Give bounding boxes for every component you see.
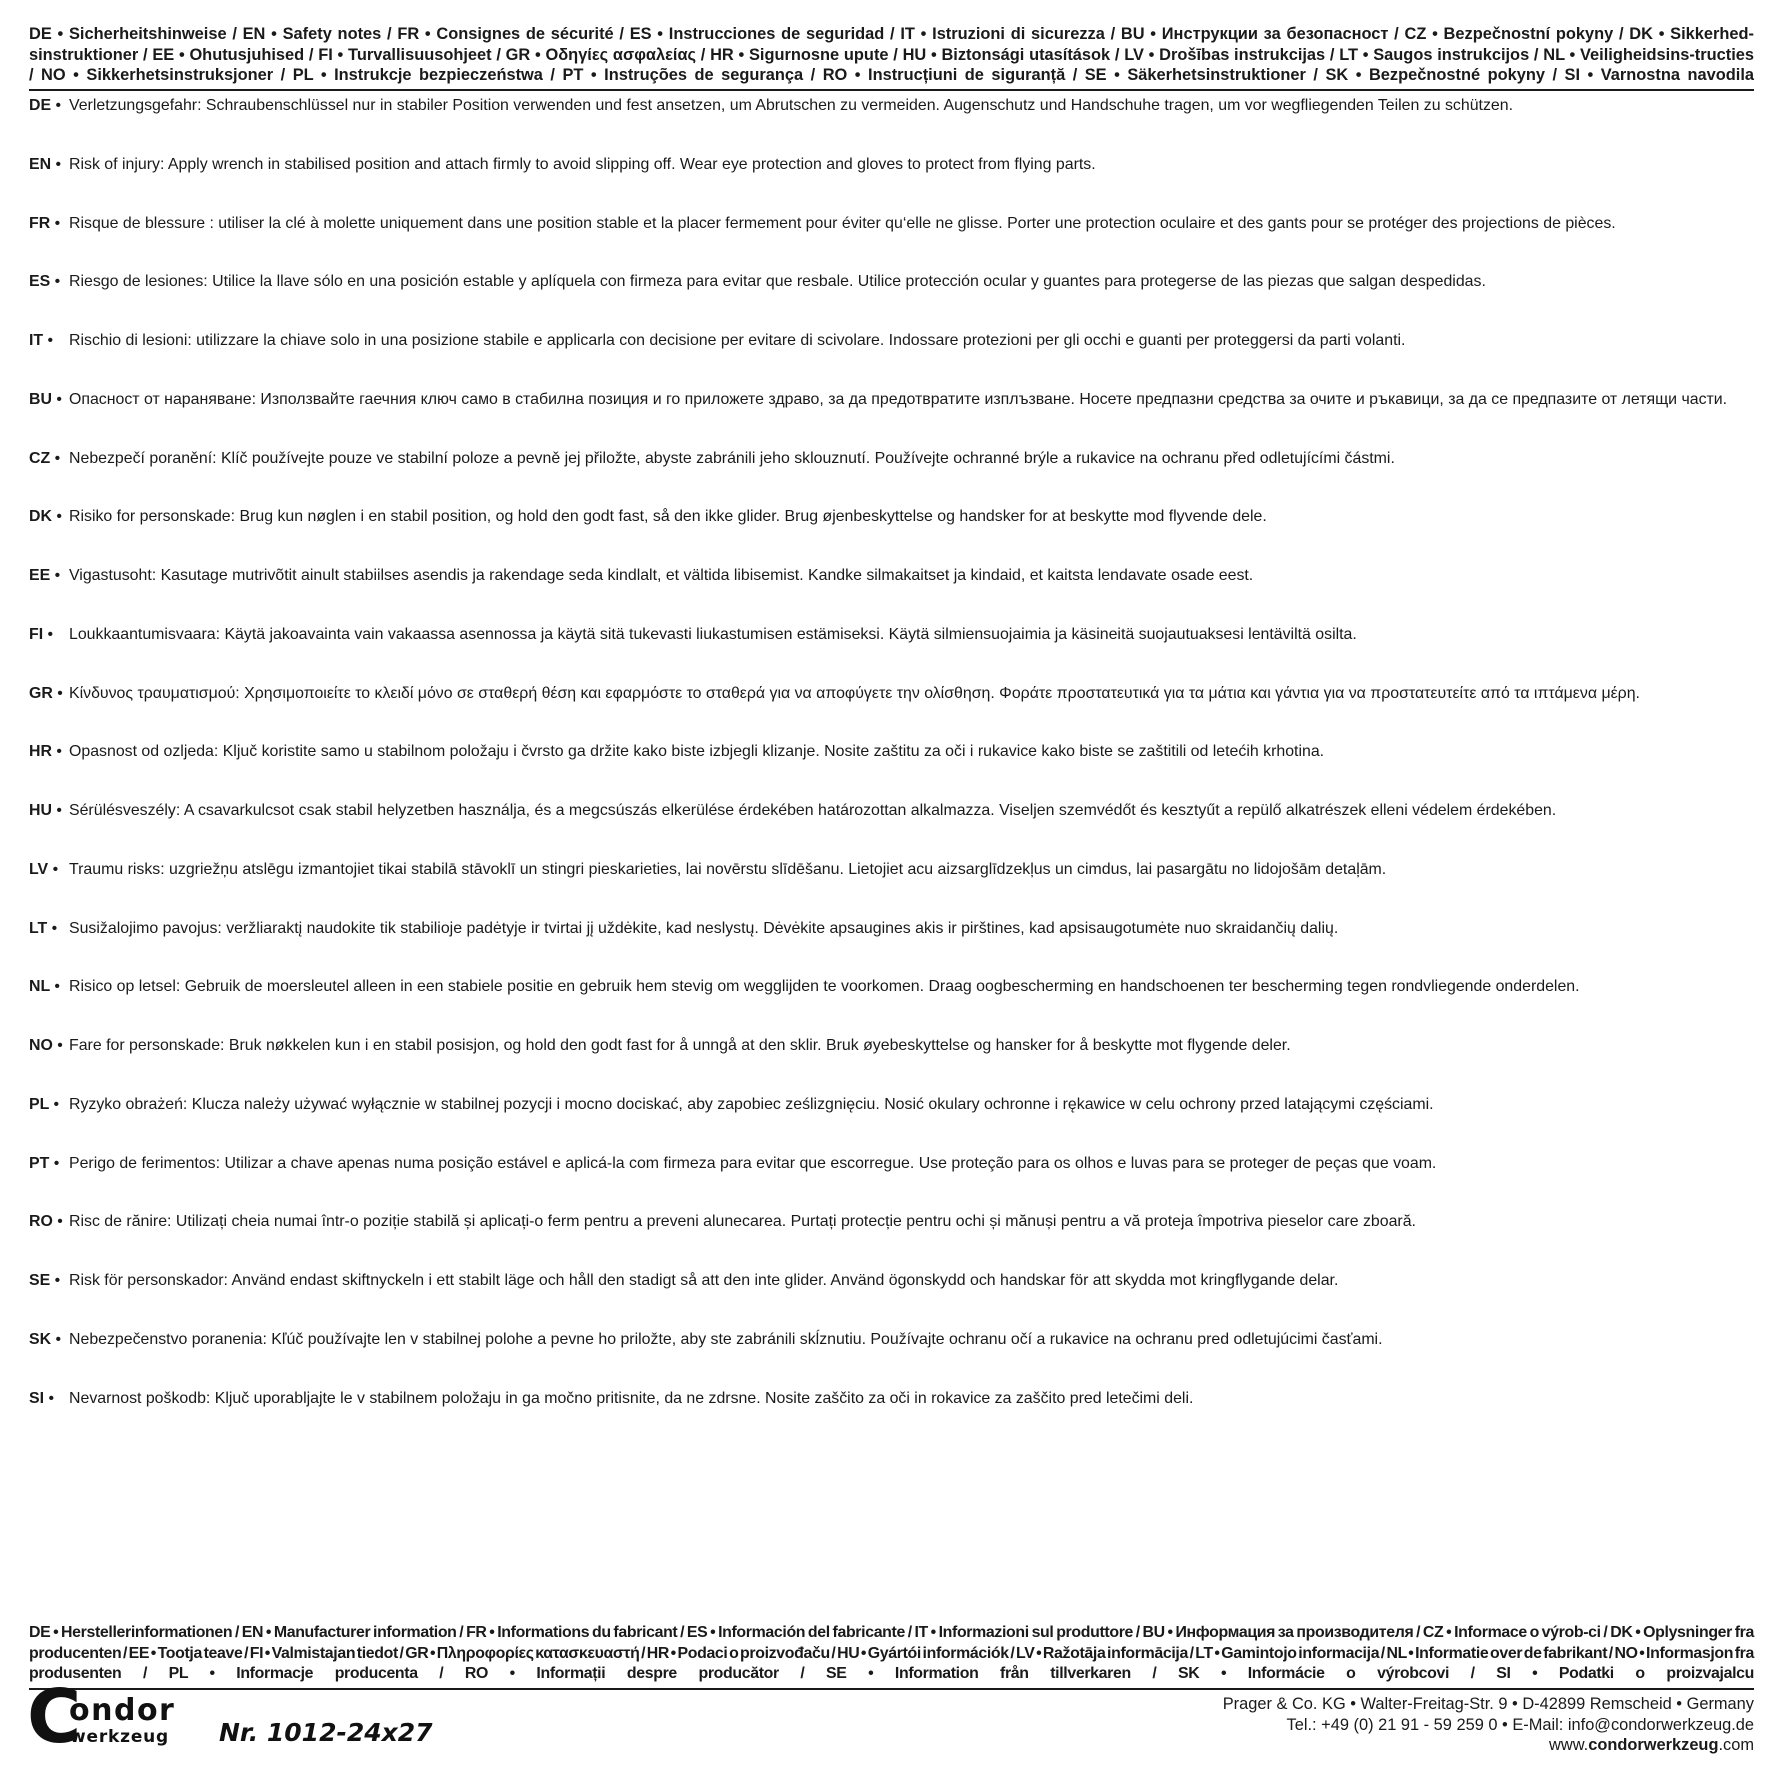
safety-note-text: Nevarnost poškodb: Ključ uporabljajte le v stabilnem položaju in ga močno pritisnite, da ne zdrsne. Nosite zaščito za oči in rokavice za zaščito pred letečimi deli. — [69, 1389, 1194, 1407]
footer — [27, 1674, 1754, 1762]
language-code — [29, 1330, 69, 1350]
safety-note-lt — [29, 919, 1754, 939]
language-code — [29, 272, 69, 292]
language-code-label: BU — [29, 390, 52, 408]
safety-note-text: Risico op letsel: Gebruik de moersleutel alleen in een stabiele positie en gebruik hem stevig om wegglijden te voorkomen. Draag oogbescherming en handschoenen ter bescherming tegen rondvliegende onderdelen. — [69, 978, 1580, 996]
bullet-separator: • — [55, 155, 62, 173]
manufacturer-address — [1223, 1694, 1754, 1756]
language-code-label: RO — [29, 1213, 53, 1231]
language-code-label: DK — [29, 508, 52, 526]
condor-logo — [27, 1674, 189, 1760]
website-prefix: www. — [1549, 1736, 1589, 1754]
safety-note-text: Fare for personskade: Bruk nøkkelen kun i en stabil posisjon, og hold den godt fast for å unngå at den sklir. Bruk øyebeskyttelse og hansker for å beskytte mot flygende deler. — [69, 1037, 1291, 1054]
language-code — [29, 625, 69, 645]
safety-note-text: Perigo de ferimentos: Utilizar a chave apenas numa posição estável e aplicá-la com firmeza para evitar que escorregue. Use proteção para os olhos e luvas para se proteger de peças que voam. — [69, 1154, 1437, 1172]
safety-note-pt — [29, 1154, 1754, 1174]
safety-note-si — [29, 1389, 1754, 1409]
language-code-label: EN — [29, 155, 52, 173]
safety-note-text: Risc de rănire: Utilizați cheia numai într-o poziție stabilă și aplicați-o ferm pentru a preveni alunecarea. Purtați protecție pentru ochi și mănuși pentru a vă proteja împotriva pieselor care zboară. — [69, 1213, 1416, 1231]
bullet-separator: • — [57, 1213, 63, 1231]
safety-note-text: Opasnost od ozljeda: Ključ koristite samo u stabilnom položaju i čvrsto ga držite kako biste izbjegli klizanje. Nosite zaštitu za oči i rukavice kako biste se zaštitili od letećih krhotina. — [69, 743, 1325, 761]
bullet-separator: • — [54, 449, 61, 467]
language-code — [29, 390, 69, 410]
language-code — [29, 449, 69, 469]
logo-brand: ondor — [69, 1693, 176, 1728]
language-code-label: PL — [29, 1095, 50, 1113]
bullet-separator: • — [56, 390, 62, 408]
language-code — [29, 331, 69, 351]
safety-note-text: Risque de blessure : utiliser la clé à molette uniquement dans une position stable et la placer fermement pour éviter qu‘elle ne glisse. Porter une protection oculaire et des gants pour se protéger des projections de pièces. — [69, 214, 1616, 232]
bullet-separator: • — [48, 1389, 55, 1407]
language-code-label: SK — [29, 1330, 52, 1348]
language-code-label: FR — [29, 214, 51, 232]
safety-note-text: Verletzungsgefahr: Schraubenschlüssel nur in stabiler Position verwenden und fest ansetzen, um Abrutschen zu vermeiden. Augenschutz und Handschuhe tragen, um vor wegfliegenden Teilen zu schützen. — [69, 97, 1513, 114]
language-code — [29, 742, 69, 762]
safety-note-es — [29, 272, 1754, 292]
safety-note-sk — [29, 1330, 1754, 1350]
language-code — [29, 801, 69, 821]
safety-note-text: Κίνδυνος τραυματισμού: Χρησιμοποιείτε το κλειδί μόνο σε σταθερή θέση και εφαρμόστε το σταθερά για να αποφύγετε την ολίσθηση. Φοράτε προστατευτικά για τα μάτια και γάντια για να προστατευτείτε από τα ιπτάμενα μέρη. — [69, 684, 1640, 702]
language-code-label: PT — [29, 1154, 50, 1172]
logo-sub: werkzeug — [70, 1727, 170, 1747]
language-code — [29, 1212, 69, 1232]
manufacturer-info-header: DE • Herstellerinformationen / EN • Manufacturer information / FR • Informations du fabricant / ES • Información del fabricante / IT • Informazioni sul produttore / BU • Информация за производителя / CZ • Informace o výrob-ci / DK • Oplysninger fra producenten / EE • Tootja teave / FI • Valmistajan tiedot / GR • Πληροφορίες κατασκευαστή / HR • Podaci o proizvođaču / HU • Gyártói információk / LV • Ražotāja informācija / LT • Gamintojo informacija / NL • Informatie over de fabrikant / NO • Informasjon fra produsenten / PL • Informacje producenta / RO • Informații despre producător / SE • Information från tillverkaren / SK • Informácie o výrobcovi / SI • Podatki o proizvajalcu — [29, 1623, 1754, 1690]
bullet-separator: • — [57, 1037, 63, 1054]
bullet-separator: • — [57, 684, 63, 702]
article-number: Nr. 1012-24x27 — [219, 1718, 433, 1747]
website-domain: condorwerkzeug — [1588, 1736, 1719, 1754]
contact-line: Tel.: +49 (0) 21 91 - 59 259 0 • E-Mail: info@condorwerkzeug.de — [1286, 1715, 1754, 1734]
language-code — [29, 1271, 69, 1291]
bullet-separator: • — [56, 743, 62, 761]
language-code — [29, 507, 69, 527]
language-code-label: LV — [29, 860, 49, 878]
language-code-label: HU — [29, 802, 52, 819]
language-code-label: IT — [29, 332, 44, 349]
safety-notes-header: DE • Sicherheitshinweise / EN • Safety notes / FR • Consignes de sécurité / ES • Instrucciones de seguridad / IT • Istruzioni di sicurezza / BU • Инструкции за безопасност / CZ • Bezpečnostní pokyny / DK • Sikkerhed-sinstruktioner / EE • Ohutusjuhised / FI • Turvallisuusohjeet / GR • Οδηγίες ασφαλείας / HR • Sigurnosne upute / HU • Biztonsági utasítások / LV • Drošības instrukcijas / LT • Saugos instrukcijos / NL • Veiligheidsins-tructies / NO • Sikkerhetsinstruksjoner / PL • Instrukcje bezpieczeństwa / PT • Instruções de segurança / RO • Instrucțiuni de siguranță / SE • Säkerhetsinstruktioner / SK • Bezpečnostné pokyny / SI • Varnostna navodila — [29, 24, 1754, 91]
safety-note-text: Nebezpečenstvo poranenia: Kľúč používajte len v stabilnej polohe a pevne ho priložte, aby ste zabránili skĺznutiu. Používajte ochranu očí a rukavice na ochranu pred odletujúcimi časťami. — [69, 1330, 1383, 1348]
language-code-label: GR — [29, 684, 53, 702]
language-code-label: ES — [29, 273, 51, 291]
safety-note-fi — [29, 625, 1754, 645]
safety-note-text: Risk of injury: Apply wrench in stabilised position and attach firmly to avoid slipping off. Wear eye protection and gloves to protect from flying parts. — [69, 155, 1096, 173]
safety-note-text: Rischio di lesioni: utilizzare la chiave solo in una posizione stabile e applicarla con decisione per evitare di scivolare. Indossare protezioni per gli occhi e guanti per proteggersi da parti volanti. — [69, 332, 1406, 349]
safety-note-text: Nebezpečí poranění: Klíč používejte pouze ve stabilní poloze a pevně jej přiložte, abyste zabránili jeho sklouznutí. Používejte ochranné brýle a rukavice na ochranu před odletujícími částmi. — [69, 449, 1395, 467]
safety-note-de — [29, 96, 1754, 116]
safety-sheet — [29, 24, 1754, 1407]
language-code-label: FI — [29, 625, 44, 643]
language-code — [29, 977, 69, 997]
safety-note-text: Ryzyko obrażeń: Klucza należy używać wyłącznie w stabilnej pozycji i mocno dociskać, aby zapobiec ześlizgnięciu. Nosić okulary ochronne i rękawice w celu ochrony przed latającymi częściami. — [69, 1095, 1434, 1113]
safety-note-no — [29, 1036, 1754, 1056]
website-suffix: .com — [1718, 1736, 1754, 1754]
language-code-label: DE — [29, 97, 52, 114]
language-code-label: SI — [29, 1389, 45, 1407]
safety-note-nl — [29, 977, 1754, 997]
bullet-separator: • — [53, 1154, 60, 1172]
language-code-label: HR — [29, 743, 52, 761]
safety-note-gr — [29, 684, 1754, 704]
language-code — [29, 1036, 69, 1056]
safety-note-en — [29, 155, 1754, 175]
safety-note-ee — [29, 566, 1754, 586]
bullet-separator: • — [54, 1272, 61, 1289]
logo-letter: C — [27, 1674, 82, 1760]
language-code-label: NO — [29, 1037, 53, 1054]
language-code — [29, 1095, 69, 1115]
language-code-label: NL — [29, 978, 50, 996]
bullet-separator: • — [52, 860, 59, 878]
bullet-separator: • — [54, 978, 60, 996]
safety-note-hu — [29, 801, 1754, 821]
safety-note-se — [29, 1271, 1754, 1291]
safety-note-text: Riesgo de lesiones: Utilice la llave sólo en una posición estable y aplíquela con firmeza para evitar que resbale. Utilice protección ocular y guantes para protegerse de las piezas que salgan despedidas. — [69, 273, 1486, 291]
language-code — [29, 1154, 69, 1174]
language-code — [29, 919, 69, 939]
language-code-label: SE — [29, 1272, 51, 1289]
safety-note-text: Sérülésveszély: A csavarkulcsot csak stabil helyzetben használja, és a megcsúszás elkerülése érdekében határozottan alkalmazza. Viseljen szemvédőt és kesztyűt a repülő alkatrészek elleni védelem érdekében. — [69, 802, 1557, 819]
safety-note-text: Susižalojimo pavojus: veržliaraktį naudokite tik stabilioje padėtyje ir tvirtai jį uždėkite, kad neslystų. Dėvėkite apsaugines akis ir pirštines, kad apsisaugotumėte nuo skraidančių dalių. — [69, 919, 1339, 937]
address-line: Prager & Co. KG • Walter-Freitag-Str. 9 • D-42899 Remscheid • Germany — [1222, 1695, 1754, 1713]
safety-note-dk — [29, 507, 1754, 527]
language-code-label: LT — [29, 919, 48, 937]
safety-note-cz — [29, 449, 1754, 469]
safety-note-text: Vigastusoht: Kasutage mutrivõtit ainult stabiilses asendis ja rakendage seda kindlalt, et vältida libisemist. Kandke silmakaitset ja kindaid, et kaitsta lendavate osade eest. — [69, 567, 1254, 584]
language-code — [29, 1389, 69, 1409]
safety-note-text: Traumu risks: uzgriežņu atslēgu izmantojiet tikai stabilā stāvoklī un stingri pieskarieties, lai novērstu slīdēšanu. Lietojiet acu aizsarglīdzekļus un cimdus, lai pasargātu no lidojošām detaļām. — [69, 860, 1387, 878]
bullet-separator: • — [56, 508, 62, 526]
language-code — [29, 155, 69, 175]
bullet-separator: • — [55, 97, 62, 114]
language-code — [29, 96, 69, 116]
safety-note-pl — [29, 1095, 1754, 1115]
safety-note-text: Loukkaantumisvaara: Käytä jakoavainta vain vakaassa asennossa ja käytä sitä tukevasti liukastumisen estämiseksi. Käytä silmiensuojaimia ja käsineitä suojautuaksesi lentäviltä osilta. — [69, 625, 1357, 643]
bullet-separator: • — [54, 214, 61, 232]
bullet-separator: • — [56, 802, 62, 819]
safety-note-text: Опасност от нараняване: Използвайте гаечния ключ само в стабилна позиция и го приложете здраво, за да предотвратите изплъзване. Носете предпазни средства за очите и ръкавици, за да се предпазите от летящи части. — [69, 390, 1728, 408]
language-code — [29, 214, 69, 234]
bullet-separator: • — [53, 1095, 60, 1113]
safety-note-text: Risiko for personskade: Brug kun nøglen i en stabil position, og hold den godt fast, så den ikke glider. Brug øjenbeskyttelse og handsker for at beskytte mod flyvende dele. — [69, 508, 1267, 526]
website-line — [1223, 1735, 1754, 1756]
safety-note-text: Risk för personskador: Använd endast skiftnyckeln i ett stabilt läge och håll den stadigt så att den inte glider. Använd ögonskydd och handskar för att skydda mot kringflygande delar. — [69, 1272, 1339, 1289]
bullet-separator: • — [47, 332, 54, 349]
bullet-separator: • — [51, 919, 58, 937]
bullet-separator: • — [47, 625, 54, 643]
bullet-separator: • — [54, 567, 61, 584]
language-code — [29, 566, 69, 586]
bullet-separator: • — [54, 273, 61, 291]
bullet-separator: • — [55, 1330, 62, 1348]
safety-note-it — [29, 331, 1754, 351]
language-code — [29, 684, 69, 704]
language-code-label: EE — [29, 567, 51, 584]
safety-note-hr — [29, 742, 1754, 762]
safety-note-bu — [29, 390, 1754, 410]
language-code-label: CZ — [29, 449, 51, 467]
safety-note-fr — [29, 214, 1754, 234]
safety-note-ro — [29, 1212, 1754, 1232]
safety-note-lv — [29, 860, 1754, 880]
language-code — [29, 860, 69, 880]
